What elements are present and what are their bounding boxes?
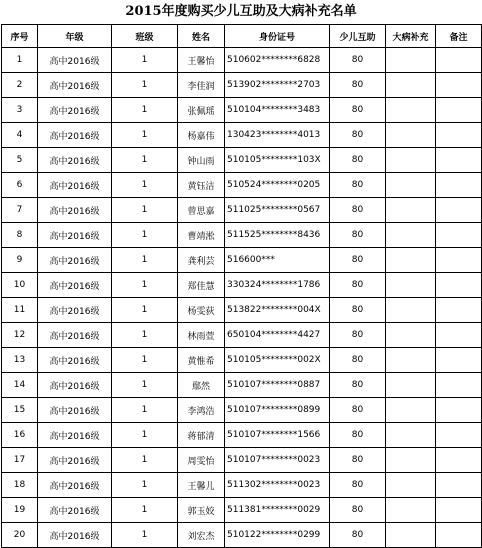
name-cell: 钟山雨: [178, 148, 225, 173]
row-number-cell: 8: [2, 223, 38, 248]
serious-illness-cell: [386, 298, 436, 323]
id-number-cell: 510602********6828: [225, 48, 330, 73]
serious-illness-cell: [386, 123, 436, 148]
row-number-cell: 18: [2, 473, 38, 498]
child-aid-cell: 80: [330, 223, 386, 248]
child-aid-cell: 80: [330, 298, 386, 323]
grade-cell: 高中2016级: [38, 173, 112, 198]
remarks-cell: [436, 48, 482, 73]
class-cell: 1: [112, 248, 178, 273]
remarks-cell: [436, 348, 482, 373]
class-cell: 1: [112, 298, 178, 323]
row-number-cell: 6: [2, 173, 38, 198]
remarks-cell: [436, 248, 482, 273]
row-number-cell: 20: [2, 523, 38, 548]
name-cell: 王馨儿: [178, 473, 225, 498]
table-row: [2, 48, 482, 73]
child-aid-cell: 80: [330, 198, 386, 223]
table-row: [2, 148, 482, 173]
grade-cell: 高中2016级: [38, 473, 112, 498]
child-aid-cell: 80: [330, 323, 386, 348]
class-cell: 1: [112, 423, 178, 448]
class-cell: 1: [112, 98, 178, 123]
name-cell: 李佳润: [178, 73, 225, 98]
table-row: [2, 348, 482, 373]
serious-illness-cell: [386, 348, 436, 373]
name-cell: 鄢然: [178, 373, 225, 398]
name-cell: 黄惟希: [178, 348, 225, 373]
roster-table: [1, 24, 482, 548]
id-number-cell: 511025********0567: [225, 198, 330, 223]
child-aid-cell: 80: [330, 273, 386, 298]
grade-cell: 高中2016级: [38, 198, 112, 223]
serious-illness-cell: [386, 323, 436, 348]
table-row: [2, 323, 482, 348]
name-cell: 郑佳慧: [178, 273, 225, 298]
row-number-cell: 1: [2, 48, 38, 73]
class-cell: 1: [112, 48, 178, 73]
remarks-cell: [436, 73, 482, 98]
grade-cell: 高中2016级: [38, 223, 112, 248]
table-body: [2, 48, 482, 548]
row-number-cell: 19: [2, 498, 38, 523]
table-row: [2, 423, 482, 448]
id-number-cell: 510105********002X: [225, 348, 330, 373]
name-cell: 张佩瑶: [178, 98, 225, 123]
id-number-cell: 510105********103X: [225, 148, 330, 173]
table-row: [2, 273, 482, 298]
table-row: [2, 98, 482, 123]
header-row: [2, 25, 482, 48]
child-aid-cell: 80: [330, 523, 386, 548]
serious-illness-cell: [386, 148, 436, 173]
grade-cell: 高中2016级: [38, 348, 112, 373]
id-number-cell: 510104********3483: [225, 98, 330, 123]
remarks-cell: [436, 123, 482, 148]
grade-cell: 高中2016级: [38, 273, 112, 298]
class-cell: 1: [112, 523, 178, 548]
id-number-cell: 510107********0023: [225, 448, 330, 473]
table-row: [2, 473, 482, 498]
id-number-cell: 510524********0205: [225, 173, 330, 198]
class-cell: 1: [112, 373, 178, 398]
serious-illness-cell: [386, 273, 436, 298]
grade-cell: 高中2016级: [38, 98, 112, 123]
id-number-cell: 516600***: [225, 248, 330, 273]
header-child-aid: 少儿互助: [330, 25, 386, 48]
remarks-cell: [436, 223, 482, 248]
child-aid-cell: 80: [330, 48, 386, 73]
id-number-cell: 513902********2703: [225, 73, 330, 98]
class-cell: 1: [112, 173, 178, 198]
child-aid-cell: 80: [330, 473, 386, 498]
header-class: 班级: [112, 25, 178, 48]
id-number-cell: 510107********0887: [225, 373, 330, 398]
id-number-cell: 650104********4427: [225, 323, 330, 348]
serious-illness-cell: [386, 73, 436, 98]
row-number-cell: 10: [2, 273, 38, 298]
class-cell: 1: [112, 273, 178, 298]
grade-cell: 高中2016级: [38, 73, 112, 98]
grade-cell: 高中2016级: [38, 148, 112, 173]
row-number-cell: 4: [2, 123, 38, 148]
table-row: [2, 223, 482, 248]
remarks-cell: [436, 98, 482, 123]
id-number-cell: 510122********0299: [225, 523, 330, 548]
grade-cell: 高中2016级: [38, 423, 112, 448]
serious-illness-cell: [386, 498, 436, 523]
class-cell: 1: [112, 348, 178, 373]
class-cell: 1: [112, 323, 178, 348]
table-row: [2, 73, 482, 98]
remarks-cell: [436, 198, 482, 223]
remarks-cell: [436, 498, 482, 523]
remarks-cell: [436, 173, 482, 198]
grade-cell: 高中2016级: [38, 398, 112, 423]
row-number-cell: 5: [2, 148, 38, 173]
row-number-cell: 15: [2, 398, 38, 423]
child-aid-cell: 80: [330, 448, 386, 473]
remarks-cell: [436, 323, 482, 348]
header-remarks: 备注: [436, 25, 482, 48]
grade-cell: 高中2016级: [38, 48, 112, 73]
child-aid-cell: 80: [330, 423, 386, 448]
name-cell: 曾思嘉: [178, 198, 225, 223]
child-aid-cell: 80: [330, 498, 386, 523]
name-cell: 林雨萱: [178, 323, 225, 348]
name-cell: 龚利芸: [178, 248, 225, 273]
name-cell: 黄钰洁: [178, 173, 225, 198]
serious-illness-cell: [386, 48, 436, 73]
class-cell: 1: [112, 123, 178, 148]
child-aid-cell: 80: [330, 373, 386, 398]
table-row: [2, 248, 482, 273]
child-aid-cell: 80: [330, 173, 386, 198]
remarks-cell: [436, 298, 482, 323]
child-aid-cell: 80: [330, 98, 386, 123]
grade-cell: 高中2016级: [38, 523, 112, 548]
serious-illness-cell: [386, 473, 436, 498]
class-cell: 1: [112, 473, 178, 498]
grade-cell: 高中2016级: [38, 498, 112, 523]
remarks-cell: [436, 423, 482, 448]
id-number-cell: 511381********0029: [225, 498, 330, 523]
row-number-cell: 12: [2, 323, 38, 348]
id-number-cell: 330324********1786: [225, 273, 330, 298]
serious-illness-cell: [386, 198, 436, 223]
serious-illness-cell: [386, 248, 436, 273]
row-number-cell: 2: [2, 73, 38, 98]
child-aid-cell: 80: [330, 398, 386, 423]
serious-illness-cell: [386, 523, 436, 548]
class-cell: 1: [112, 223, 178, 248]
id-number-cell: 513822********004X: [225, 298, 330, 323]
remarks-cell: [436, 448, 482, 473]
child-aid-cell: 80: [330, 123, 386, 148]
row-number-cell: 7: [2, 198, 38, 223]
child-aid-cell: 80: [330, 248, 386, 273]
table-row: [2, 448, 482, 473]
grade-cell: 高中2016级: [38, 323, 112, 348]
row-number-cell: 13: [2, 348, 38, 373]
serious-illness-cell: [386, 448, 436, 473]
id-number-cell: 510107********1566: [225, 423, 330, 448]
document-title: 2015年度购买少儿互助及大病补充名单: [125, 4, 357, 19]
table-row: [2, 198, 482, 223]
name-cell: 李鸿浩: [178, 398, 225, 423]
serious-illness-cell: [386, 223, 436, 248]
remarks-cell: [436, 523, 482, 548]
class-cell: 1: [112, 398, 178, 423]
grade-cell: 高中2016级: [38, 298, 112, 323]
remarks-cell: [436, 398, 482, 423]
header-serious-illness: 大病补充: [386, 25, 436, 48]
name-cell: 刘宏杰: [178, 523, 225, 548]
remarks-cell: [436, 148, 482, 173]
table-row: [2, 523, 482, 548]
grade-cell: 高中2016级: [38, 448, 112, 473]
name-cell: 杨雯荻: [178, 298, 225, 323]
header-id-number: 身份证号: [225, 25, 330, 48]
class-cell: 1: [112, 148, 178, 173]
name-cell: 曹靖淞: [178, 223, 225, 248]
serious-illness-cell: [386, 373, 436, 398]
id-number-cell: 511302********0023: [225, 473, 330, 498]
class-cell: 1: [112, 198, 178, 223]
class-cell: 1: [112, 448, 178, 473]
serious-illness-cell: [386, 173, 436, 198]
id-number-cell: 510107********0899: [225, 398, 330, 423]
name-cell: 王馨怡: [178, 48, 225, 73]
row-number-cell: 17: [2, 448, 38, 473]
id-number-cell: 511525********8436: [225, 223, 330, 248]
table-row: [2, 173, 482, 198]
row-number-cell: 14: [2, 373, 38, 398]
name-cell: 蒋郁清: [178, 423, 225, 448]
remarks-cell: [436, 273, 482, 298]
table-row: [2, 123, 482, 148]
header-no: 序号: [2, 25, 38, 48]
grade-cell: 高中2016级: [38, 248, 112, 273]
remarks-cell: [436, 473, 482, 498]
name-cell: 周雯怡: [178, 448, 225, 473]
name-cell: 郭玉姣: [178, 498, 225, 523]
row-number-cell: 9: [2, 248, 38, 273]
row-number-cell: 3: [2, 98, 38, 123]
grade-cell: 高中2016级: [38, 123, 112, 148]
child-aid-cell: 80: [330, 348, 386, 373]
header-grade: 年级: [38, 25, 112, 48]
class-cell: 1: [112, 73, 178, 98]
serious-illness-cell: [386, 423, 436, 448]
table-row: [2, 298, 482, 323]
class-cell: 1: [112, 498, 178, 523]
table-row: [2, 373, 482, 398]
serious-illness-cell: [386, 398, 436, 423]
row-number-cell: 16: [2, 423, 38, 448]
id-number-cell: 130423********4013: [225, 123, 330, 148]
table-row: [2, 498, 482, 523]
row-number-cell: 11: [2, 298, 38, 323]
child-aid-cell: 80: [330, 73, 386, 98]
header-name: 姓名: [178, 25, 225, 48]
serious-illness-cell: [386, 98, 436, 123]
name-cell: 杨嘉伟: [178, 123, 225, 148]
child-aid-cell: 80: [330, 148, 386, 173]
remarks-cell: [436, 373, 482, 398]
grade-cell: 高中2016级: [38, 373, 112, 398]
table-row: [2, 398, 482, 423]
